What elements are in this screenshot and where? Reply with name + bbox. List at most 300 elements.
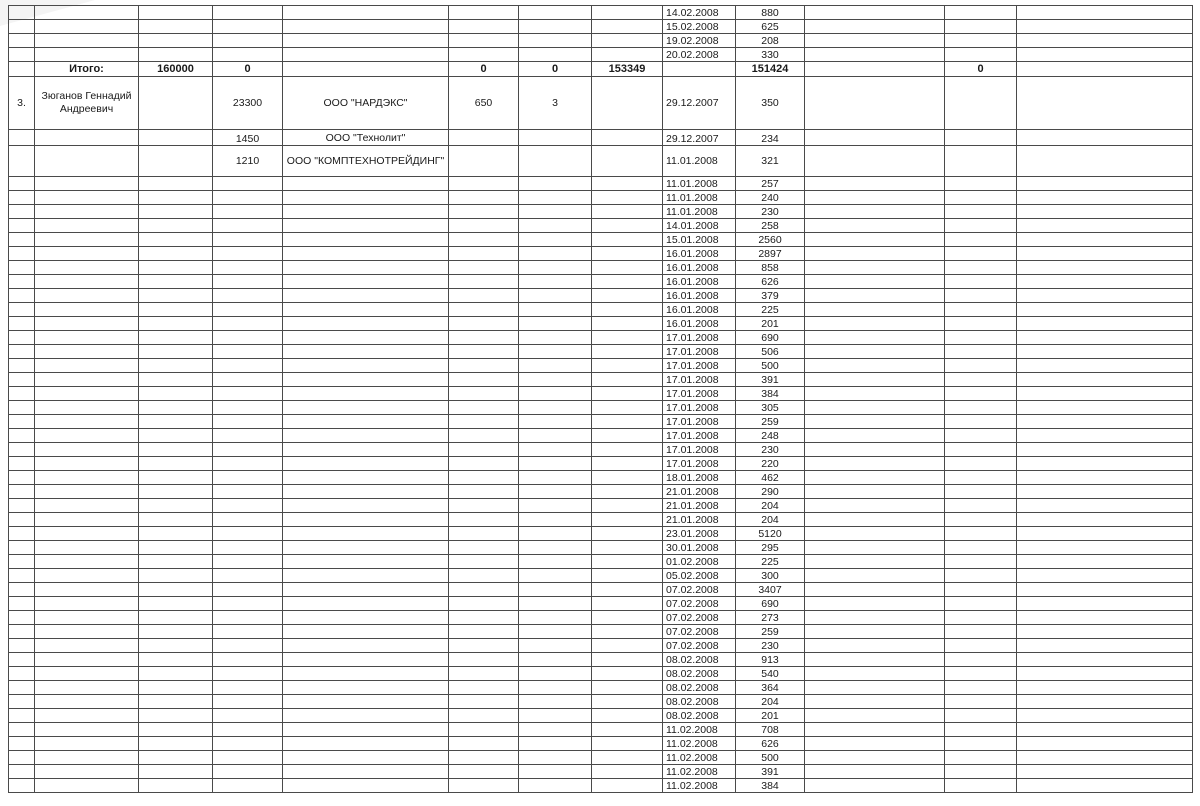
empty-cell bbox=[9, 303, 35, 317]
empty-cell bbox=[592, 233, 663, 247]
empty-cell bbox=[9, 611, 35, 625]
empty-cell bbox=[449, 275, 519, 289]
empty-cell bbox=[805, 205, 945, 219]
empty-cell bbox=[805, 457, 945, 471]
empty-cell bbox=[805, 611, 945, 625]
empty-cell bbox=[592, 471, 663, 485]
payer-sum-cell: 1450 bbox=[213, 130, 283, 146]
empty-cell bbox=[519, 275, 592, 289]
empty-cell bbox=[449, 387, 519, 401]
table-row bbox=[9, 429, 1193, 443]
empty-cell bbox=[9, 289, 35, 303]
table-row bbox=[9, 611, 1193, 625]
empty-cell bbox=[449, 723, 519, 737]
empty-cell bbox=[449, 345, 519, 359]
empty-cell bbox=[449, 597, 519, 611]
empty-cell bbox=[449, 261, 519, 275]
empty-cell bbox=[35, 415, 139, 429]
payment-date-cell: 11.01.2008 bbox=[663, 205, 736, 219]
empty-cell bbox=[283, 569, 449, 583]
empty-cell bbox=[592, 569, 663, 583]
empty-cell bbox=[1017, 415, 1193, 429]
empty-cell bbox=[805, 130, 945, 146]
empty-cell bbox=[1017, 261, 1193, 275]
empty-cell bbox=[805, 401, 945, 415]
empty-cell bbox=[592, 527, 663, 541]
empty-cell bbox=[1017, 373, 1193, 387]
table-row bbox=[9, 485, 1193, 499]
empty-cell bbox=[592, 709, 663, 723]
empty-cell bbox=[139, 709, 213, 723]
empty-cell bbox=[9, 625, 35, 639]
empty-cell bbox=[283, 275, 449, 289]
empty-cell bbox=[805, 527, 945, 541]
empty-cell bbox=[283, 541, 449, 555]
empty-cell bbox=[805, 751, 945, 765]
person-name-cell: Зюганов Геннадий Андреевич bbox=[35, 77, 139, 130]
empty-cell bbox=[1017, 130, 1193, 146]
empty-cell bbox=[1017, 751, 1193, 765]
empty-cell bbox=[592, 457, 663, 471]
payment-amount-cell: 259 bbox=[736, 625, 805, 639]
empty-cell bbox=[139, 77, 213, 130]
payment-amount-cell: 290 bbox=[736, 485, 805, 499]
empty-cell bbox=[9, 779, 35, 793]
empty-cell bbox=[213, 48, 283, 62]
payment-date-cell: 16.01.2008 bbox=[663, 261, 736, 275]
payment-date-cell: 16.01.2008 bbox=[663, 275, 736, 289]
empty-cell bbox=[283, 261, 449, 275]
empty-cell bbox=[449, 513, 519, 527]
empty-cell bbox=[9, 541, 35, 555]
empty-cell bbox=[945, 233, 1017, 247]
payment-date-cell: 17.01.2008 bbox=[663, 373, 736, 387]
empty-cell bbox=[213, 765, 283, 779]
empty-cell bbox=[283, 723, 449, 737]
empty-cell bbox=[283, 34, 449, 48]
empty-cell bbox=[449, 667, 519, 681]
table-row bbox=[9, 695, 1193, 709]
empty-cell bbox=[213, 737, 283, 751]
empty-cell bbox=[139, 289, 213, 303]
empty-cell bbox=[1017, 359, 1193, 373]
empty-cell bbox=[519, 205, 592, 219]
payment-date-cell: 11.02.2008 bbox=[663, 765, 736, 779]
total-col4-cell: 0 bbox=[213, 62, 283, 77]
empty-cell bbox=[9, 247, 35, 261]
empty-cell bbox=[449, 429, 519, 443]
empty-cell bbox=[213, 597, 283, 611]
payment-date-cell: 19.02.2008 bbox=[663, 34, 736, 48]
empty-cell bbox=[1017, 62, 1193, 77]
table-row bbox=[9, 401, 1193, 415]
empty-cell bbox=[805, 737, 945, 751]
empty-cell bbox=[35, 527, 139, 541]
empty-cell bbox=[592, 443, 663, 457]
empty-cell bbox=[519, 443, 592, 457]
empty-cell bbox=[9, 751, 35, 765]
empty-cell bbox=[35, 261, 139, 275]
empty-cell bbox=[213, 625, 283, 639]
empty-cell bbox=[213, 541, 283, 555]
empty-cell bbox=[139, 499, 213, 513]
empty-cell bbox=[283, 499, 449, 513]
empty-cell bbox=[592, 779, 663, 793]
empty-cell bbox=[9, 737, 35, 751]
empty-cell bbox=[283, 709, 449, 723]
empty-cell bbox=[9, 443, 35, 457]
empty-cell bbox=[1017, 48, 1193, 62]
empty-cell bbox=[213, 415, 283, 429]
empty-cell bbox=[449, 737, 519, 751]
empty-cell bbox=[1017, 247, 1193, 261]
empty-cell bbox=[9, 20, 35, 34]
empty-cell bbox=[283, 457, 449, 471]
total-col6-cell: 0 bbox=[449, 62, 519, 77]
empty-cell bbox=[283, 737, 449, 751]
empty-cell bbox=[519, 457, 592, 471]
empty-cell bbox=[945, 77, 1017, 130]
payment-amount-cell: 201 bbox=[736, 317, 805, 331]
empty-cell bbox=[9, 499, 35, 513]
empty-cell bbox=[805, 20, 945, 34]
payer-org-cell: ООО "Технолит" bbox=[283, 130, 449, 146]
payment-date-cell: 11.01.2008 bbox=[663, 146, 736, 177]
empty-cell bbox=[283, 317, 449, 331]
empty-cell bbox=[283, 611, 449, 625]
table-row bbox=[9, 541, 1193, 555]
empty-cell bbox=[283, 471, 449, 485]
table-row bbox=[9, 387, 1193, 401]
empty-cell bbox=[213, 751, 283, 765]
empty-cell bbox=[449, 373, 519, 387]
empty-cell bbox=[945, 177, 1017, 191]
empty-cell bbox=[805, 667, 945, 681]
empty-cell bbox=[449, 751, 519, 765]
empty-cell bbox=[35, 429, 139, 443]
empty-cell bbox=[805, 415, 945, 429]
empty-cell bbox=[945, 191, 1017, 205]
payment-date-cell: 11.01.2008 bbox=[663, 177, 736, 191]
empty-cell bbox=[592, 695, 663, 709]
empty-cell bbox=[519, 303, 592, 317]
empty-cell bbox=[139, 527, 213, 541]
table-body bbox=[9, 6, 1193, 793]
payment-amount-cell: 305 bbox=[736, 401, 805, 415]
empty-cell bbox=[592, 765, 663, 779]
empty-cell bbox=[945, 387, 1017, 401]
payment-amount-cell: 248 bbox=[736, 429, 805, 443]
empty-cell bbox=[805, 146, 945, 177]
empty-cell bbox=[213, 443, 283, 457]
empty-cell bbox=[9, 485, 35, 499]
table-row bbox=[9, 765, 1193, 779]
empty-cell bbox=[139, 219, 213, 233]
empty-cell bbox=[1017, 681, 1193, 695]
empty-cell bbox=[9, 331, 35, 345]
empty-cell bbox=[1017, 737, 1193, 751]
empty-cell bbox=[519, 709, 592, 723]
empty-cell bbox=[519, 667, 592, 681]
table-row bbox=[9, 457, 1193, 471]
empty-cell bbox=[1017, 317, 1193, 331]
payment-amount-cell: 259 bbox=[736, 415, 805, 429]
empty-cell bbox=[592, 219, 663, 233]
empty-cell bbox=[139, 261, 213, 275]
table-row bbox=[9, 751, 1193, 765]
empty-cell bbox=[805, 247, 945, 261]
empty-cell bbox=[592, 289, 663, 303]
payment-date-cell: 17.01.2008 bbox=[663, 387, 736, 401]
empty-cell bbox=[805, 317, 945, 331]
payment-date-cell: 14.01.2008 bbox=[663, 219, 736, 233]
empty-cell bbox=[945, 261, 1017, 275]
empty-cell bbox=[945, 331, 1017, 345]
empty-cell bbox=[519, 485, 592, 499]
payment-amount-cell: 300 bbox=[736, 569, 805, 583]
empty-cell bbox=[449, 443, 519, 457]
empty-cell bbox=[519, 345, 592, 359]
empty-cell bbox=[449, 499, 519, 513]
payment-amount-cell: 690 bbox=[736, 597, 805, 611]
empty-cell bbox=[35, 443, 139, 457]
empty-cell bbox=[139, 597, 213, 611]
empty-cell bbox=[213, 709, 283, 723]
empty-cell bbox=[139, 457, 213, 471]
empty-cell bbox=[945, 373, 1017, 387]
empty-cell bbox=[139, 639, 213, 653]
empty-cell bbox=[449, 20, 519, 34]
payment-date-cell: 07.02.2008 bbox=[663, 597, 736, 611]
empty-cell bbox=[9, 415, 35, 429]
empty-cell bbox=[1017, 667, 1193, 681]
empty-cell bbox=[519, 569, 592, 583]
empty-cell bbox=[35, 457, 139, 471]
empty-cell bbox=[9, 62, 35, 77]
empty-cell bbox=[805, 345, 945, 359]
empty-cell bbox=[283, 625, 449, 639]
empty-cell bbox=[139, 681, 213, 695]
empty-cell bbox=[519, 765, 592, 779]
empty-cell bbox=[9, 48, 35, 62]
empty-cell bbox=[945, 415, 1017, 429]
empty-cell bbox=[519, 513, 592, 527]
empty-cell bbox=[519, 48, 592, 62]
empty-cell bbox=[449, 583, 519, 597]
empty-cell bbox=[213, 20, 283, 34]
empty-cell bbox=[519, 177, 592, 191]
payment-amount-cell: 3407 bbox=[736, 583, 805, 597]
payment-amount-cell: 350 bbox=[736, 77, 805, 130]
empty-cell bbox=[283, 429, 449, 443]
payer-org-cell: ООО "НАРДЭКС" bbox=[283, 77, 449, 130]
empty-cell bbox=[35, 373, 139, 387]
empty-cell bbox=[35, 191, 139, 205]
empty-cell bbox=[9, 569, 35, 583]
empty-cell bbox=[945, 401, 1017, 415]
table-row bbox=[9, 373, 1193, 387]
empty-cell bbox=[945, 345, 1017, 359]
empty-cell bbox=[213, 359, 283, 373]
empty-cell bbox=[35, 219, 139, 233]
empty-cell bbox=[1017, 499, 1193, 513]
empty-cell bbox=[1017, 611, 1193, 625]
payment-date-cell: 17.01.2008 bbox=[663, 359, 736, 373]
table-row bbox=[9, 34, 1193, 48]
table-row bbox=[9, 513, 1193, 527]
empty-cell bbox=[519, 401, 592, 415]
payment-amount-cell: 880 bbox=[736, 6, 805, 20]
empty-cell bbox=[1017, 555, 1193, 569]
empty-cell bbox=[805, 275, 945, 289]
empty-cell bbox=[283, 695, 449, 709]
empty-cell bbox=[1017, 443, 1193, 457]
table-row bbox=[9, 667, 1193, 681]
empty-cell bbox=[449, 247, 519, 261]
empty-cell bbox=[283, 401, 449, 415]
empty-cell bbox=[592, 667, 663, 681]
empty-cell bbox=[35, 597, 139, 611]
empty-cell bbox=[9, 275, 35, 289]
empty-cell bbox=[35, 751, 139, 765]
empty-cell bbox=[519, 639, 592, 653]
empty-cell bbox=[449, 765, 519, 779]
empty-cell bbox=[35, 401, 139, 415]
empty-cell bbox=[519, 499, 592, 513]
empty-cell bbox=[283, 233, 449, 247]
empty-cell bbox=[592, 77, 663, 130]
table-row bbox=[9, 625, 1193, 639]
empty-cell bbox=[9, 555, 35, 569]
payment-amount-cell: 708 bbox=[736, 723, 805, 737]
empty-cell bbox=[449, 681, 519, 695]
empty-cell bbox=[139, 653, 213, 667]
empty-cell bbox=[213, 177, 283, 191]
empty-cell bbox=[9, 191, 35, 205]
table-row bbox=[9, 709, 1193, 723]
empty-cell bbox=[592, 499, 663, 513]
empty-cell bbox=[213, 471, 283, 485]
empty-cell bbox=[592, 541, 663, 555]
empty-cell bbox=[35, 653, 139, 667]
empty-cell bbox=[139, 401, 213, 415]
empty-cell bbox=[35, 695, 139, 709]
payment-date-cell: 16.01.2008 bbox=[663, 247, 736, 261]
empty-cell bbox=[139, 611, 213, 625]
empty-cell bbox=[35, 499, 139, 513]
empty-cell bbox=[449, 625, 519, 639]
empty-cell bbox=[283, 191, 449, 205]
empty-cell bbox=[213, 499, 283, 513]
payment-amount-cell: 540 bbox=[736, 667, 805, 681]
empty-cell bbox=[449, 34, 519, 48]
empty-cell bbox=[213, 401, 283, 415]
empty-cell bbox=[592, 653, 663, 667]
payment-amount-cell: 257 bbox=[736, 177, 805, 191]
empty-cell bbox=[139, 345, 213, 359]
empty-cell bbox=[519, 373, 592, 387]
empty-cell bbox=[35, 667, 139, 681]
empty-cell bbox=[283, 639, 449, 653]
payment-date-cell: 01.02.2008 bbox=[663, 555, 736, 569]
empty-cell bbox=[592, 401, 663, 415]
empty-cell bbox=[9, 667, 35, 681]
empty-cell bbox=[945, 457, 1017, 471]
empty-cell bbox=[519, 20, 592, 34]
empty-cell bbox=[592, 130, 663, 146]
empty-cell bbox=[592, 359, 663, 373]
payment-date-cell: 14.02.2008 bbox=[663, 6, 736, 20]
empty-cell bbox=[592, 303, 663, 317]
empty-cell bbox=[449, 695, 519, 709]
empty-cell bbox=[449, 779, 519, 793]
empty-cell bbox=[213, 191, 283, 205]
empty-cell bbox=[9, 709, 35, 723]
empty-cell bbox=[213, 569, 283, 583]
empty-cell bbox=[1017, 401, 1193, 415]
empty-cell bbox=[9, 233, 35, 247]
empty-cell bbox=[805, 233, 945, 247]
total-received-cell: 153349 bbox=[592, 62, 663, 77]
table-row bbox=[9, 527, 1193, 541]
payment-amount-cell: 391 bbox=[736, 373, 805, 387]
payment-amount-cell: 204 bbox=[736, 695, 805, 709]
empty-cell bbox=[519, 583, 592, 597]
empty-cell bbox=[9, 261, 35, 275]
empty-cell bbox=[1017, 289, 1193, 303]
empty-cell bbox=[9, 583, 35, 597]
payment-amount-cell: 330 bbox=[736, 48, 805, 62]
empty-cell bbox=[945, 653, 1017, 667]
empty-cell bbox=[805, 499, 945, 513]
empty-cell bbox=[519, 429, 592, 443]
empty-cell bbox=[1017, 233, 1193, 247]
empty-cell bbox=[9, 527, 35, 541]
empty-cell bbox=[9, 359, 35, 373]
empty-cell bbox=[519, 359, 592, 373]
empty-cell bbox=[213, 639, 283, 653]
empty-cell bbox=[283, 751, 449, 765]
payment-date-cell: 11.02.2008 bbox=[663, 737, 736, 751]
empty-cell bbox=[35, 130, 139, 146]
empty-cell bbox=[1017, 303, 1193, 317]
empty-cell bbox=[283, 177, 449, 191]
empty-cell bbox=[9, 34, 35, 48]
payment-date-cell: 16.01.2008 bbox=[663, 303, 736, 317]
empty-cell bbox=[213, 289, 283, 303]
empty-cell bbox=[592, 331, 663, 345]
payment-date-cell: 07.02.2008 bbox=[663, 583, 736, 597]
person-number-cell: 3. bbox=[9, 77, 35, 130]
payment-date-cell: 11.01.2008 bbox=[663, 191, 736, 205]
empty-cell bbox=[945, 737, 1017, 751]
empty-cell bbox=[1017, 625, 1193, 639]
table-row bbox=[9, 681, 1193, 695]
empty-cell bbox=[592, 611, 663, 625]
empty-cell bbox=[1017, 471, 1193, 485]
payment-date-cell: 30.01.2008 bbox=[663, 541, 736, 555]
empty-cell bbox=[283, 205, 449, 219]
empty-cell bbox=[35, 569, 139, 583]
payment-date-cell: 08.02.2008 bbox=[663, 667, 736, 681]
empty-cell bbox=[283, 359, 449, 373]
empty-cell bbox=[592, 625, 663, 639]
empty-cell bbox=[9, 205, 35, 219]
payment-date-cell: 29.12.2007 bbox=[663, 77, 736, 130]
empty-cell bbox=[1017, 583, 1193, 597]
table-row bbox=[9, 499, 1193, 513]
empty-cell bbox=[945, 583, 1017, 597]
